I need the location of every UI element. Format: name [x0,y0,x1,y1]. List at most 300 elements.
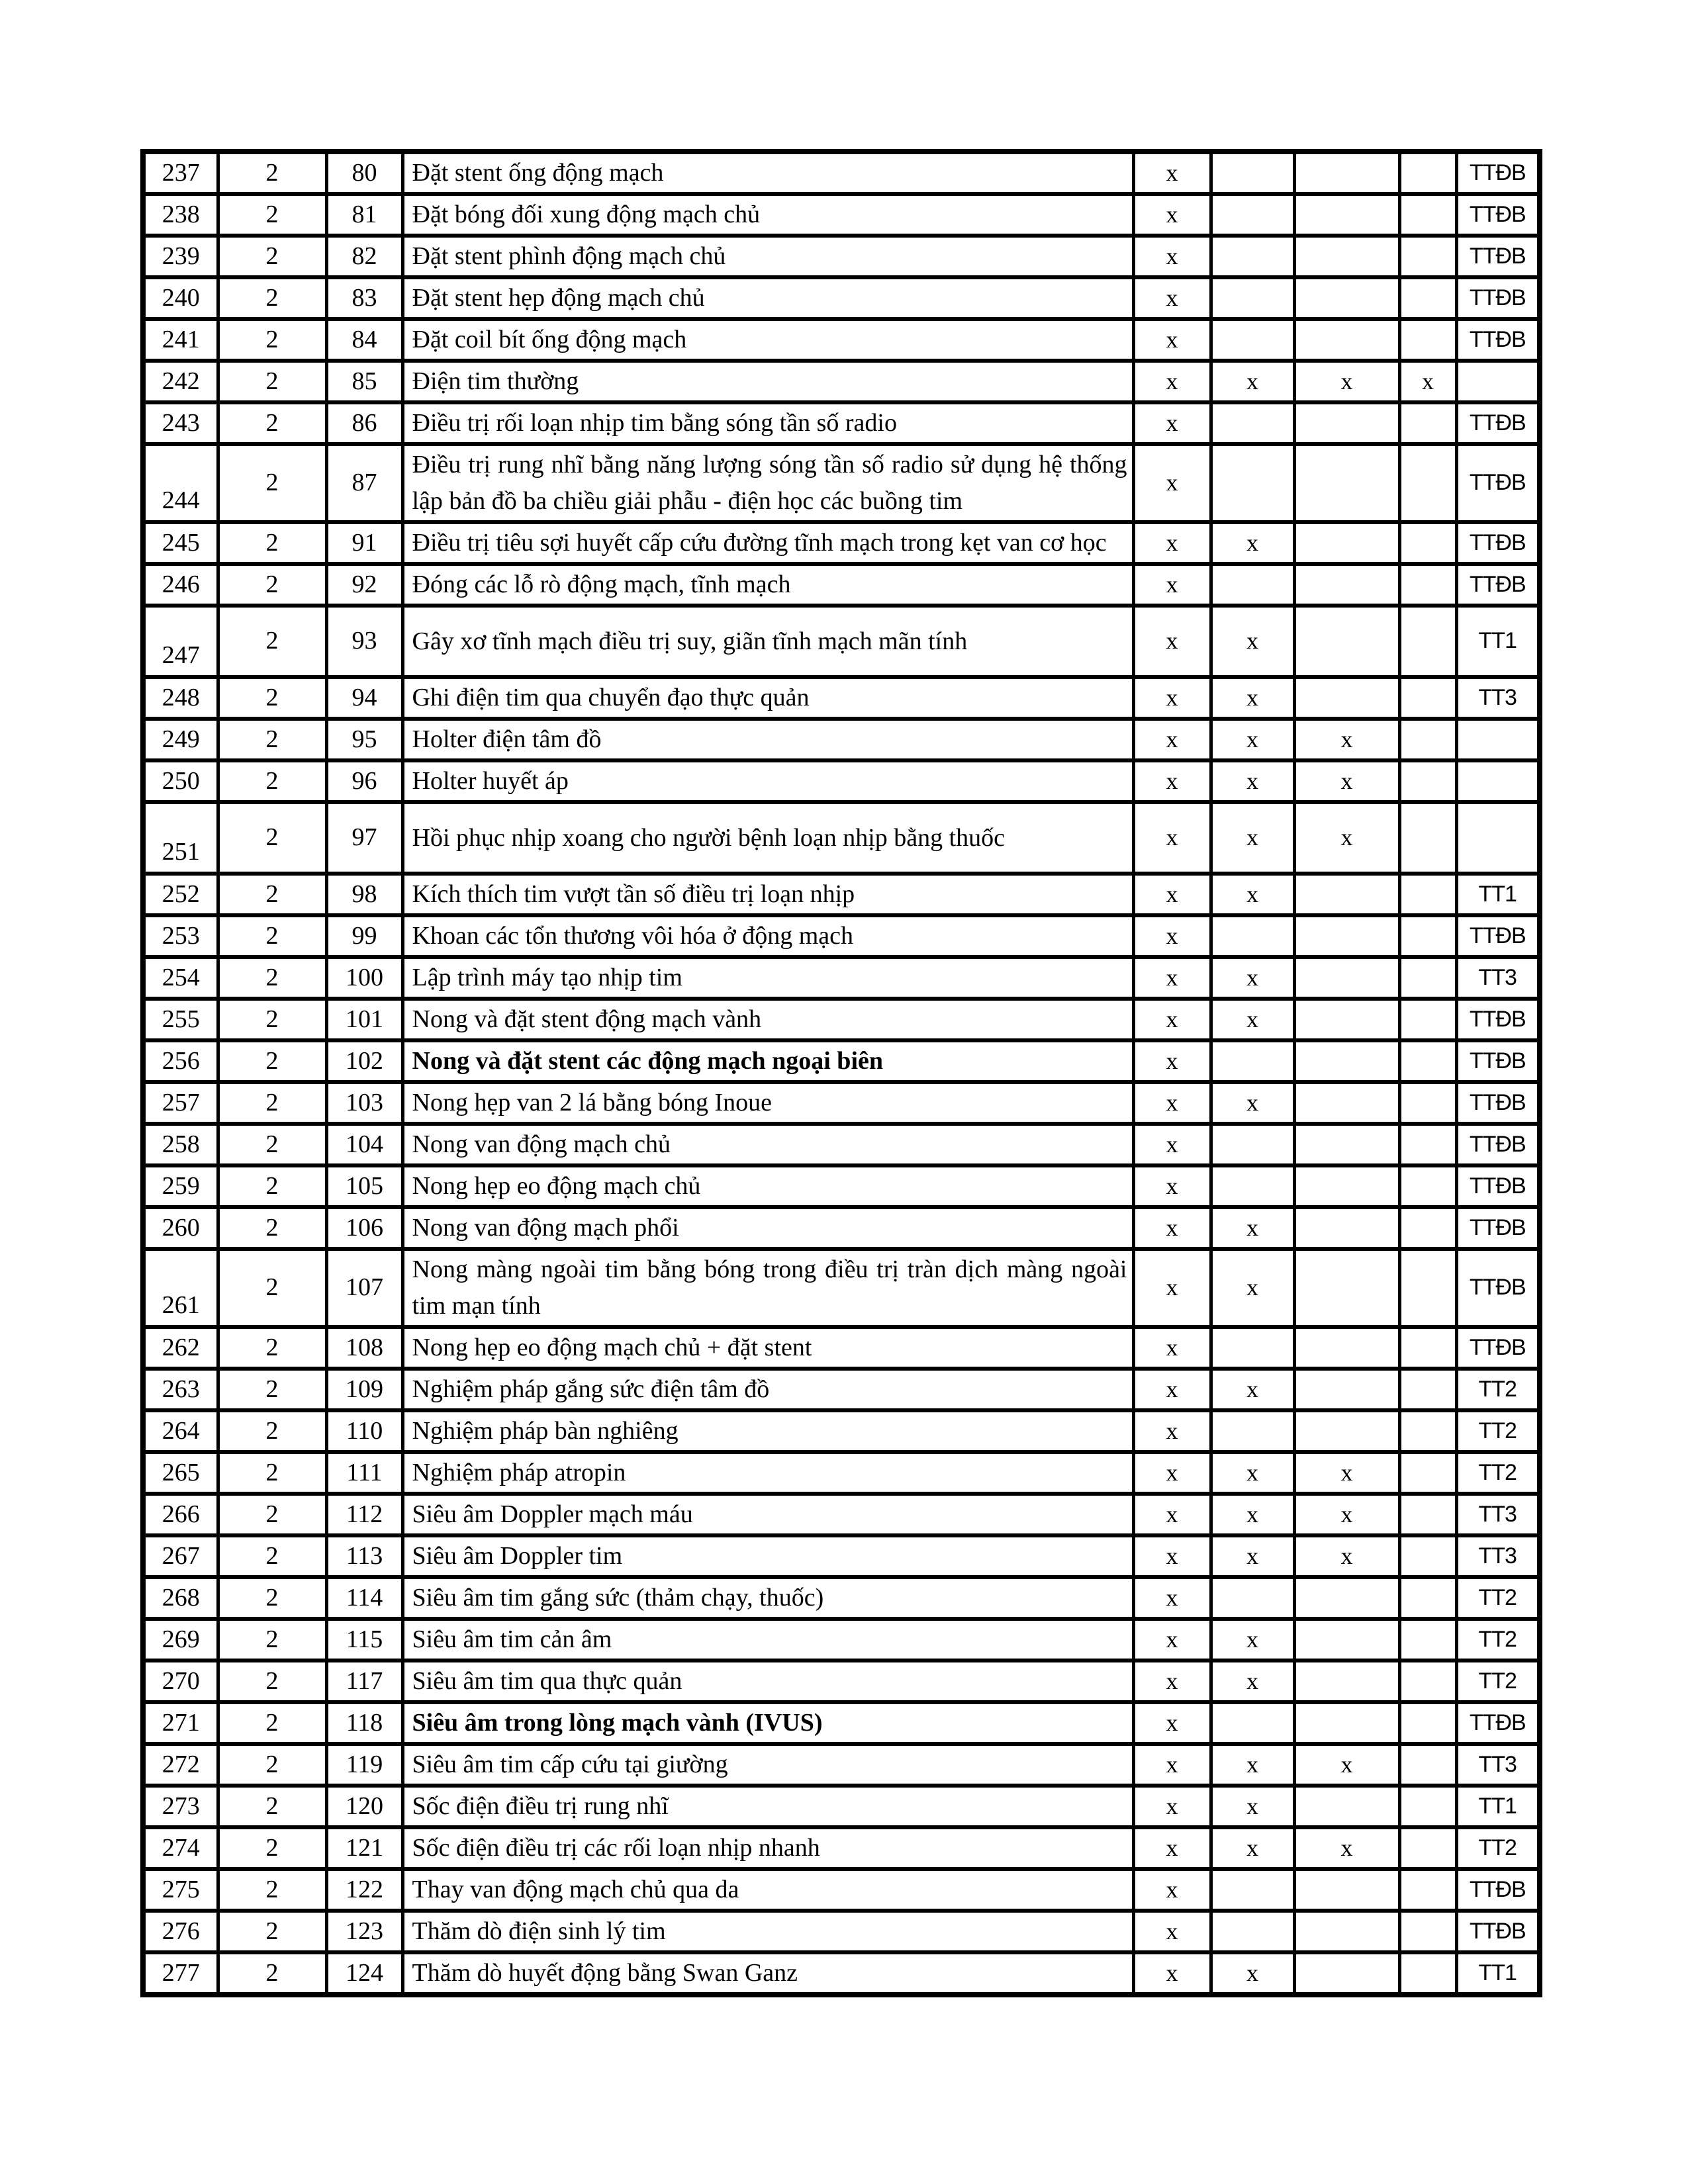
group-number-cell: 2 [218,1827,326,1869]
procedure-name-cell: Nong và đặt stent động mạch vành [402,999,1133,1040]
table-row [143,677,1540,719]
category-cell: TTĐB [1456,1040,1540,1082]
procedure-name-cell: Holter điện tâm đồ [402,719,1133,760]
row-number-cell: 264 [143,1410,218,1452]
category-cell: TTĐB [1456,1207,1540,1249]
applicability-mark-cell: x [1133,152,1211,194]
applicability-mark-cell: x [1211,1082,1294,1124]
applicability-mark-cell [1294,194,1399,236]
applicability-mark-cell [1294,1124,1399,1165]
row-number-cell: 250 [143,760,218,802]
group-number-cell: 2 [218,1452,326,1494]
applicability-mark-cell [1399,802,1456,874]
category-cell: TTĐB [1456,319,1540,361]
applicability-mark-cell: x [1133,522,1211,564]
category-cell: TTĐB [1456,1082,1540,1124]
applicability-mark-cell: x [1133,1369,1211,1410]
applicability-mark-cell [1211,319,1294,361]
category-cell: TTĐB [1456,915,1540,957]
row-number-cell: 248 [143,677,218,719]
table-row [143,564,1540,606]
category-cell: TTĐB [1456,522,1540,564]
table-row [143,957,1540,999]
procedure-code-cell: 102 [326,1040,402,1082]
applicability-mark-cell [1211,1124,1294,1165]
procedure-code-cell: 97 [326,802,402,874]
applicability-mark-cell [1399,1369,1456,1410]
procedure-code-cell: 122 [326,1869,402,1911]
applicability-mark-cell [1294,1410,1399,1452]
applicability-mark-cell [1399,1082,1456,1124]
applicability-mark-cell: x [1211,999,1294,1040]
category-cell: TTĐB [1456,1327,1540,1369]
procedure-name-cell: Kích thích tim vượt tần số điều trị loạn nhịp [402,874,1133,915]
table-row [143,1410,1540,1452]
applicability-mark-cell [1294,606,1399,677]
applicability-mark-cell [1294,152,1399,194]
applicability-mark-cell: x [1211,957,1294,999]
applicability-mark-cell [1399,1911,1456,1952]
group-number-cell: 2 [218,444,326,522]
table-row [143,1165,1540,1207]
row-number-cell: 252 [143,874,218,915]
applicability-mark-cell: x [1133,1207,1211,1249]
row-number-cell: 272 [143,1744,218,1786]
applicability-mark-cell [1294,1577,1399,1619]
applicability-mark-cell [1399,1452,1456,1494]
applicability-mark-cell: x [1294,1744,1399,1786]
procedure-name-cell: Holter huyết áp [402,760,1133,802]
table-row [143,1786,1540,1827]
group-number-cell: 2 [218,1911,326,1952]
row-number-cell: 257 [143,1082,218,1124]
group-number-cell: 2 [218,152,326,194]
applicability-mark-cell: x [1211,719,1294,760]
applicability-mark-cell [1399,277,1456,319]
applicability-mark-cell [1211,915,1294,957]
group-number-cell: 2 [218,1744,326,1786]
applicability-mark-cell: x [1133,915,1211,957]
applicability-mark-cell [1399,1827,1456,1869]
procedure-code-cell: 104 [326,1124,402,1165]
applicability-mark-cell [1294,1619,1399,1661]
applicability-mark-cell [1294,1786,1399,1827]
group-number-cell: 2 [218,957,326,999]
row-number-cell: 274 [143,1827,218,1869]
applicability-mark-cell: x [1133,999,1211,1040]
applicability-mark-cell [1211,1911,1294,1952]
table-row [143,1207,1540,1249]
row-number-cell: 256 [143,1040,218,1082]
group-number-cell: 2 [218,1249,326,1327]
procedure-code-cell: 81 [326,194,402,236]
table-row [143,1869,1540,1911]
category-cell: TTĐB [1456,1249,1540,1327]
procedure-name-cell: Nghiệm pháp bàn nghiêng [402,1410,1133,1452]
group-number-cell: 2 [218,277,326,319]
row-number-cell: 270 [143,1661,218,1702]
procedure-code-cell: 83 [326,277,402,319]
applicability-mark-cell: x [1133,402,1211,444]
category-cell: TT3 [1456,957,1540,999]
procedure-code-cell: 107 [326,1249,402,1327]
group-number-cell: 2 [218,402,326,444]
table-row [143,1577,1540,1619]
applicability-mark-cell: x [1294,1827,1399,1869]
applicability-mark-cell: x [1211,1207,1294,1249]
applicability-mark-cell [1211,1410,1294,1452]
applicability-mark-cell [1399,1952,1456,1995]
applicability-mark-cell: x [1211,677,1294,719]
category-cell: TT2 [1456,1410,1540,1452]
table-row [143,1911,1540,1952]
category-cell: TTĐB [1456,277,1540,319]
procedure-name-cell: Nong và đặt stent các động mạch ngoại biên [402,1040,1133,1082]
procedure-name-cell: Siêu âm tim cấp cứu tại giường [402,1744,1133,1786]
applicability-mark-cell: x [1133,277,1211,319]
applicability-mark-cell: x [1294,719,1399,760]
category-cell: TTĐB [1456,1869,1540,1911]
procedure-name-cell: Đặt stent phình động mạch chủ [402,236,1133,277]
category-cell: TTĐB [1456,1165,1540,1207]
applicability-mark-cell [1294,1869,1399,1911]
row-number-cell: 253 [143,915,218,957]
procedure-name-cell: Nong van động mạch chủ [402,1124,1133,1165]
applicability-mark-cell: x [1133,874,1211,915]
procedure-code-cell: 119 [326,1744,402,1786]
group-number-cell: 2 [218,522,326,564]
table-row [143,1661,1540,1702]
procedure-name-cell: Đóng các lỗ rò động mạch, tĩnh mạch [402,564,1133,606]
row-number-cell: 241 [143,319,218,361]
procedure-code-cell: 113 [326,1535,402,1577]
category-cell: TTĐB [1456,236,1540,277]
applicability-mark-cell [1399,1702,1456,1744]
applicability-mark-cell [1294,444,1399,522]
procedure-code-cell: 114 [326,1577,402,1619]
group-number-cell: 2 [218,1702,326,1744]
applicability-mark-cell: x [1133,1040,1211,1082]
applicability-mark-cell: x [1211,1952,1294,1995]
applicability-mark-cell [1399,1535,1456,1577]
applicability-mark-cell [1294,1249,1399,1327]
category-cell: TT2 [1456,1577,1540,1619]
applicability-mark-cell: x [1133,1744,1211,1786]
group-number-cell: 2 [218,1535,326,1577]
procedure-code-cell: 103 [326,1082,402,1124]
group-number-cell: 2 [218,1786,326,1827]
procedure-name-cell: Siêu âm trong lòng mạch vành (IVUS) [402,1702,1133,1744]
applicability-mark-cell [1399,760,1456,802]
category-cell: TT1 [1456,606,1540,677]
applicability-mark-cell: x [1294,1494,1399,1535]
applicability-mark-cell [1399,1124,1456,1165]
row-number-cell: 266 [143,1494,218,1535]
applicability-mark-cell: x [1133,564,1211,606]
category-cell: TT2 [1456,1452,1540,1494]
group-number-cell: 2 [218,1577,326,1619]
row-number-cell: 261 [143,1249,218,1327]
table-row [143,1827,1540,1869]
procedure-code-cell: 86 [326,402,402,444]
category-cell: TT1 [1456,1786,1540,1827]
applicability-mark-cell: x [1133,719,1211,760]
procedure-name-cell: Siêu âm tim cản âm [402,1619,1133,1661]
category-cell [1456,802,1540,874]
table-row [143,522,1540,564]
applicability-mark-cell: x [1133,1327,1211,1369]
row-number-cell: 240 [143,277,218,319]
applicability-mark-cell: x [1211,606,1294,677]
applicability-mark-cell [1399,1494,1456,1535]
table-row [143,194,1540,236]
table-row [143,1369,1540,1410]
applicability-mark-cell: x [1133,1124,1211,1165]
procedure-code-cell: 80 [326,152,402,194]
row-number-cell: 238 [143,194,218,236]
applicability-mark-cell: x [1133,1249,1211,1327]
procedure-code-cell: 82 [326,236,402,277]
applicability-mark-cell [1294,1911,1399,1952]
procedure-code-cell: 118 [326,1702,402,1744]
row-number-cell: 267 [143,1535,218,1577]
procedure-name-cell: Khoan các tổn thương vôi hóa ở động mạch [402,915,1133,957]
group-number-cell: 2 [218,1619,326,1661]
applicability-mark-cell [1294,1952,1399,1995]
applicability-mark-cell [1399,152,1456,194]
applicability-mark-cell [1294,957,1399,999]
applicability-mark-cell [1399,522,1456,564]
category-cell: TT2 [1456,1661,1540,1702]
applicability-mark-cell: x [1211,1661,1294,1702]
row-number-cell: 263 [143,1369,218,1410]
row-number-cell: 246 [143,564,218,606]
group-number-cell: 2 [218,564,326,606]
group-number-cell: 2 [218,1369,326,1410]
applicability-mark-cell: x [1211,802,1294,874]
category-cell: TT3 [1456,1494,1540,1535]
procedure-name-cell: Điều trị tiêu sợi huyết cấp cứu đường tĩnh mạch trong kẹt van cơ học [402,522,1133,564]
procedure-code-cell: 95 [326,719,402,760]
applicability-mark-cell [1399,1786,1456,1827]
procedure-code-cell: 91 [326,522,402,564]
applicability-mark-cell [1211,564,1294,606]
row-number-cell: 247 [143,606,218,677]
procedure-name-cell: Siêu âm Doppler tim [402,1535,1133,1577]
applicability-mark-cell [1294,1702,1399,1744]
procedure-name-cell: Đặt stent hẹp động mạch chủ [402,277,1133,319]
procedure-name-cell: Nghiệm pháp atropin [402,1452,1133,1494]
applicability-mark-cell [1399,319,1456,361]
category-cell: TTĐB [1456,1702,1540,1744]
procedure-code-cell: 96 [326,760,402,802]
table-row [143,874,1540,915]
applicability-mark-cell [1399,564,1456,606]
category-cell: TT2 [1456,1827,1540,1869]
category-cell: TTĐB [1456,1911,1540,1952]
applicability-mark-cell [1294,236,1399,277]
procedure-code-cell: 92 [326,564,402,606]
row-number-cell: 268 [143,1577,218,1619]
procedure-code-cell: 112 [326,1494,402,1535]
table-row [143,1535,1540,1577]
group-number-cell: 2 [218,1494,326,1535]
procedure-name-cell: Ghi điện tim qua chuyển đạo thực quản [402,677,1133,719]
applicability-mark-cell [1294,874,1399,915]
table-row [143,1124,1540,1165]
applicability-mark-cell [1399,1410,1456,1452]
category-cell: TT3 [1456,677,1540,719]
row-number-cell: 245 [143,522,218,564]
procedure-code-cell: 111 [326,1452,402,1494]
procedure-code-cell: 121 [326,1827,402,1869]
category-cell: TTĐB [1456,444,1540,522]
table-row [143,361,1540,402]
applicability-mark-cell: x [1211,1494,1294,1535]
row-number-cell: 243 [143,402,218,444]
table-row [143,1952,1540,1995]
row-number-cell: 258 [143,1124,218,1165]
applicability-mark-cell [1399,1040,1456,1082]
group-number-cell: 2 [218,1165,326,1207]
applicability-mark-cell: x [1294,1452,1399,1494]
applicability-mark-cell: x [1211,1369,1294,1410]
category-cell: TT2 [1456,1619,1540,1661]
category-cell: TTĐB [1456,152,1540,194]
procedure-name-cell: Nong van động mạch phổi [402,1207,1133,1249]
row-number-cell: 251 [143,802,218,874]
applicability-mark-cell: x [1294,1535,1399,1577]
applicability-mark-cell: x [1294,361,1399,402]
group-number-cell: 2 [218,999,326,1040]
row-number-cell: 275 [143,1869,218,1911]
procedure-code-cell: 98 [326,874,402,915]
procedure-code-cell: 105 [326,1165,402,1207]
row-number-cell: 276 [143,1911,218,1952]
table-row [143,402,1540,444]
group-number-cell: 2 [218,1952,326,1995]
row-number-cell: 237 [143,152,218,194]
procedure-code-cell: 87 [326,444,402,522]
category-cell [1456,760,1540,802]
applicability-mark-cell [1294,999,1399,1040]
applicability-mark-cell: x [1133,1786,1211,1827]
table-row [143,444,1540,522]
procedure-name-cell: Siêu âm tim gắng sức (thảm chạy, thuốc) [402,1577,1133,1619]
applicability-mark-cell [1211,1869,1294,1911]
applicability-mark-cell: x [1211,522,1294,564]
group-number-cell: 2 [218,802,326,874]
applicability-mark-cell [1399,719,1456,760]
procedure-name-cell: Nong màng ngoài tim bằng bóng trong điều trị tràn dịch màng ngoài tim mạn tính [402,1249,1133,1327]
procedure-code-cell: 100 [326,957,402,999]
applicability-mark-cell [1399,1744,1456,1786]
table-row [143,802,1540,874]
applicability-mark-cell [1211,1327,1294,1369]
applicability-mark-cell: x [1133,1911,1211,1952]
procedure-code-cell: 120 [326,1786,402,1827]
applicability-mark-cell [1211,444,1294,522]
procedure-name-cell: Đặt coil bít ống động mạch [402,319,1133,361]
medical-procedures-table [140,149,1542,1997]
applicability-mark-cell: x [1294,802,1399,874]
row-number-cell: 262 [143,1327,218,1369]
applicability-mark-cell: x [1211,1827,1294,1869]
table-row [143,606,1540,677]
procedure-code-cell: 106 [326,1207,402,1249]
procedure-code-cell: 94 [326,677,402,719]
applicability-mark-cell [1294,1661,1399,1702]
applicability-mark-cell [1399,1207,1456,1249]
row-number-cell: 249 [143,719,218,760]
procedure-name-cell: Thăm dò điện sinh lý tim [402,1911,1133,1952]
row-number-cell: 260 [143,1207,218,1249]
procedure-code-cell: 101 [326,999,402,1040]
applicability-mark-cell [1294,522,1399,564]
row-number-cell: 277 [143,1952,218,1995]
procedure-code-cell: 123 [326,1911,402,1952]
group-number-cell: 2 [218,1040,326,1082]
procedure-name-cell: Lập trình máy tạo nhịp tim [402,957,1133,999]
applicability-mark-cell [1399,1327,1456,1369]
applicability-mark-cell [1399,236,1456,277]
applicability-mark-cell: x [1133,677,1211,719]
row-number-cell: 259 [143,1165,218,1207]
row-number-cell: 273 [143,1786,218,1827]
applicability-mark-cell [1211,152,1294,194]
group-number-cell: 2 [218,319,326,361]
applicability-mark-cell [1211,277,1294,319]
procedure-name-cell: Hồi phục nhịp xoang cho người bệnh loạn nhịp bằng thuốc [402,802,1133,874]
table-row [143,915,1540,957]
applicability-mark-cell [1399,1869,1456,1911]
category-cell: TT3 [1456,1744,1540,1786]
applicability-mark-cell: x [1211,1249,1294,1327]
procedure-name-cell: Siêu âm Doppler mạch máu [402,1494,1133,1535]
applicability-mark-cell [1399,677,1456,719]
applicability-mark-cell: x [1133,1410,1211,1452]
applicability-mark-cell: x [1133,361,1211,402]
row-number-cell: 254 [143,957,218,999]
applicability-mark-cell [1211,1577,1294,1619]
applicability-mark-cell [1294,402,1399,444]
applicability-mark-cell: x [1133,1452,1211,1494]
applicability-mark-cell [1399,1577,1456,1619]
category-cell: TTĐB [1456,564,1540,606]
applicability-mark-cell: x [1211,1619,1294,1661]
applicability-mark-cell: x [1133,1165,1211,1207]
applicability-mark-cell [1399,606,1456,677]
applicability-mark-cell [1399,1165,1456,1207]
group-number-cell: 2 [218,915,326,957]
group-number-cell: 2 [218,1869,326,1911]
applicability-mark-cell [1294,1040,1399,1082]
applicability-mark-cell: x [1133,760,1211,802]
applicability-mark-cell: x [1133,319,1211,361]
applicability-mark-cell [1294,564,1399,606]
group-number-cell: 2 [218,1327,326,1369]
applicability-mark-cell: x [1133,1577,1211,1619]
applicability-mark-cell [1294,677,1399,719]
applicability-mark-cell [1211,402,1294,444]
applicability-mark-cell [1294,1165,1399,1207]
category-cell: TT1 [1456,874,1540,915]
row-number-cell: 239 [143,236,218,277]
procedure-name-cell: Nong hẹp eo động mạch chủ [402,1165,1133,1207]
applicability-mark-cell: x [1211,874,1294,915]
group-number-cell: 2 [218,1410,326,1452]
procedure-name-cell: Nong hẹp eo động mạch chủ + đặt stent [402,1327,1133,1369]
